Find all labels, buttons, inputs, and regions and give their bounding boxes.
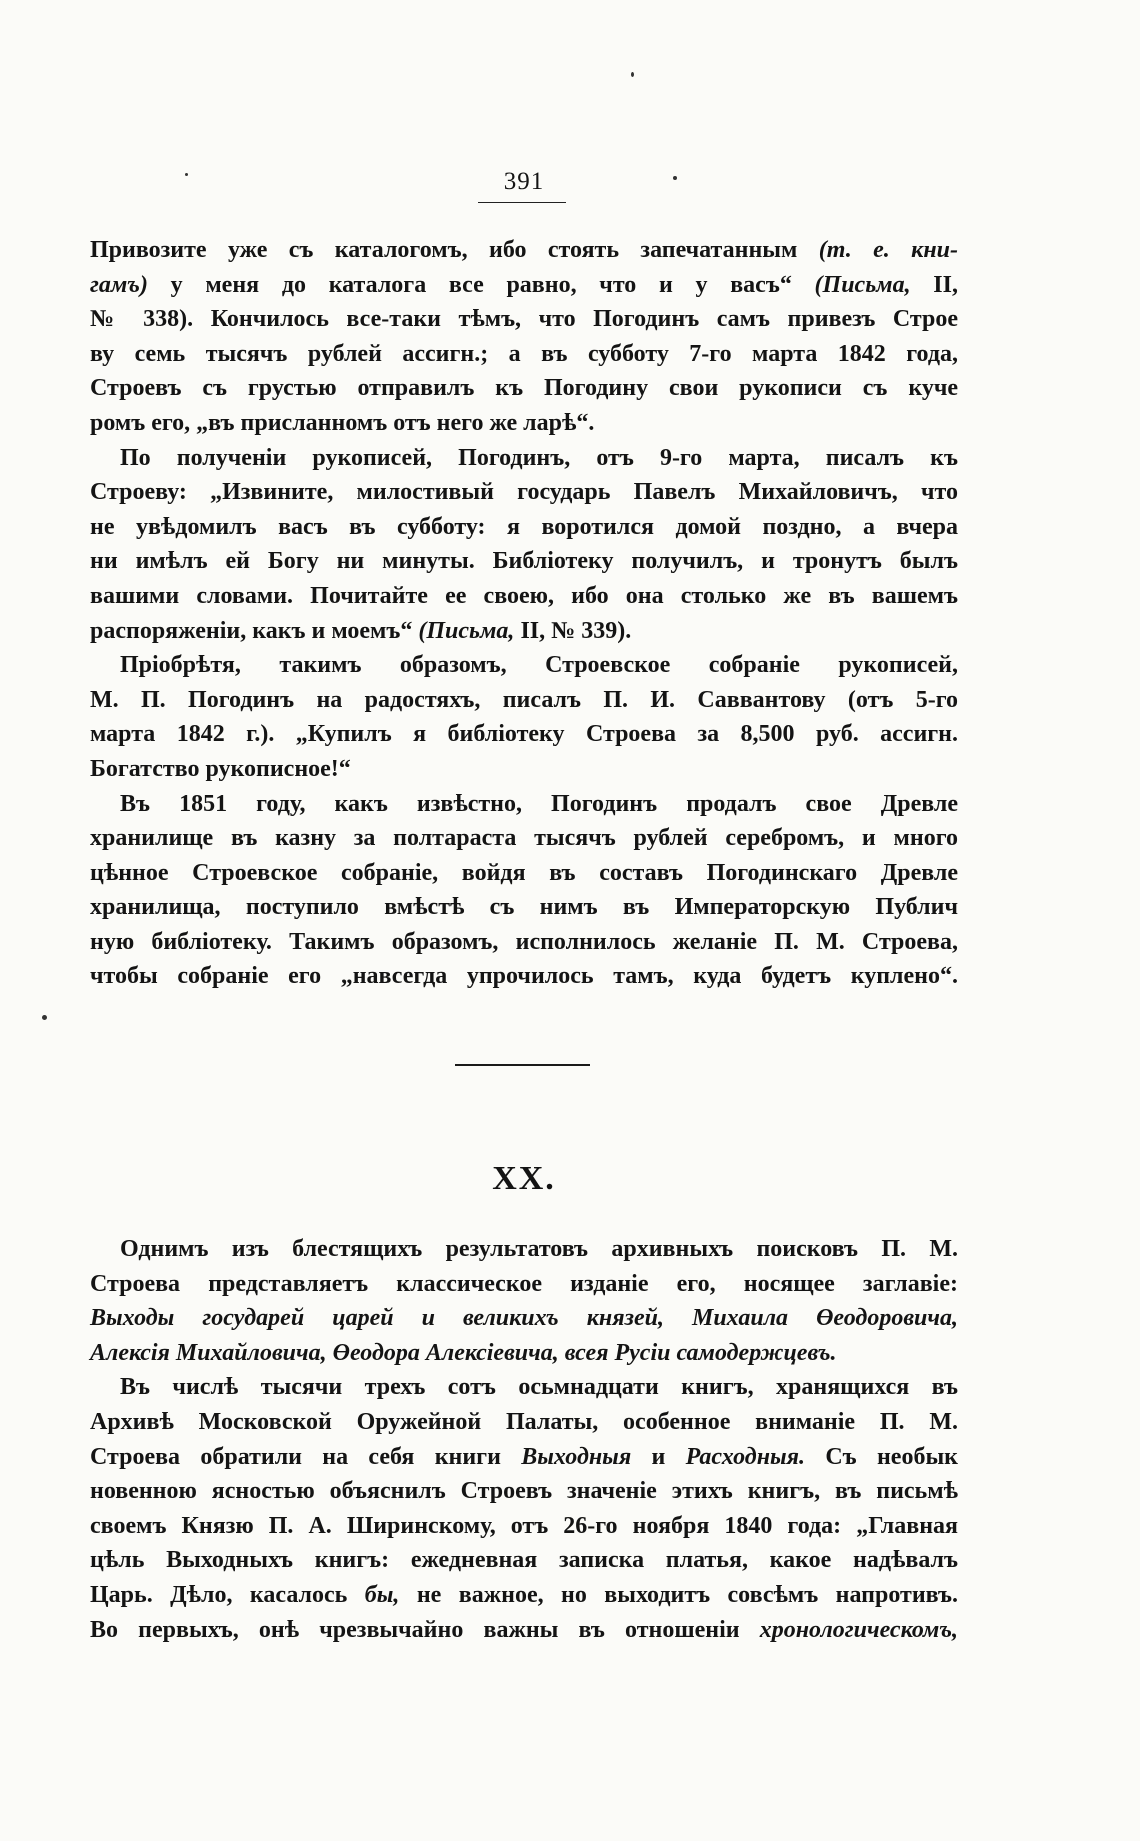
text-line: [90, 233, 958, 268]
paragraph: [90, 787, 958, 995]
text-line: М. П. Погодинъ на радостяхъ, писалъ П. И. Саввантову (отъ 5-го: [90, 686, 958, 713]
print-speck: [631, 72, 634, 77]
text-line: ни имѣлъ ей Богу ни минуты. Библіотеку получилъ, и тронутъ былъ: [90, 548, 958, 575]
text-run: Царь. Дѣло, касалось: [90, 1581, 365, 1608]
text-line: новенною ясностью объяснилъ Строевъ значеніе этихъ книгъ, въ письмѣ: [90, 1478, 958, 1505]
text-line: [90, 1440, 958, 1475]
text-line: Богатство рукописное!“: [90, 755, 351, 782]
print-speck: [42, 1015, 47, 1020]
italic-text: (Письма,: [814, 271, 911, 298]
text-run: Привозите уже съ каталогомъ, ибо стоять запечатанным: [90, 237, 819, 263]
text-line: [90, 268, 958, 303]
text-line: марта 1842 г.). „Купилъ я библіотеку Строева за 8,500 руб. ассигн.: [90, 721, 958, 748]
italic-text: (Письма,: [418, 617, 515, 644]
italic-line: Выходы государей царей и великихъ князей, Михаила Өеодоровича,: [90, 1305, 958, 1332]
text-run: не важное, но выходитъ совсѣмъ напротивъ.: [399, 1581, 958, 1608]
section-heading: XX.: [492, 1160, 556, 1197]
paragraph: [90, 1232, 958, 1370]
text-line: Въ 1851 году, какъ извѣстно, Погодинъ продалъ свое Древле: [120, 790, 958, 817]
paragraph: [90, 233, 958, 441]
text-line: ву семь тысячъ рублей ассигн.; а въ субботу 7-го марта 1842 года,: [90, 340, 958, 367]
text-line: Строеву: „Извините, милостивый государь Павелъ Михайловичъ, что: [90, 479, 958, 506]
text-line: Архивѣ Московской Оружейной Палаты, особенное вниманіе П. М.: [90, 1408, 958, 1435]
text-block-before-section: [90, 233, 958, 994]
italic-text: бы,: [364, 1581, 400, 1608]
text-line: Строевъ съ грустью отправилъ къ Погодину свои рукописи съ куче: [90, 375, 958, 402]
italic-text: гамъ): [90, 271, 148, 298]
text-line: своемъ Князю П. А. Ширинскому, отъ 26-го ноября 1840 года: „Главная: [90, 1512, 958, 1539]
page-number: 391: [503, 168, 545, 195]
print-speck: [673, 176, 677, 180]
print-speck: [185, 173, 188, 176]
italic-text: хронологическомъ,: [759, 1616, 958, 1643]
text-line: цѣнное Строевское собраніе, войдя въ составъ Погодинскаго Древле: [90, 859, 958, 886]
text-line: № 338). Кончилось все-таки тѣмъ, что Погодинъ самъ привезъ Строе: [90, 306, 958, 333]
text-run: Строева обратили на себя книги: [90, 1443, 522, 1470]
text-line: По полученіи рукописей, Погодинъ, отъ 9-го марта, писалъ къ: [120, 444, 958, 471]
italic-text: Расходныя.: [685, 1443, 806, 1470]
text-run: II,: [910, 271, 958, 298]
text-line: Въ числѣ тысячи трехъ сотъ осьмнадцати книгъ, хранящихся въ: [120, 1374, 958, 1401]
text-line: Однимъ изъ блестящихъ результатовъ архивныхъ поисковъ П. М.: [120, 1236, 958, 1262]
italic-text: (т. е. кни-: [818, 237, 959, 263]
text-line: не увѣдомилъ васъ въ субботу: я воротился домой поздно, а вчера: [90, 513, 958, 540]
text-run: распоряженіи, какъ и моемъ“: [90, 617, 419, 644]
text-line: Строева представляетъ классическое изданіе его, носящее заглавіе:: [90, 1270, 958, 1297]
text-block-after-section: [90, 1232, 958, 1647]
paragraph: [90, 441, 958, 649]
text-line: ромъ его, „въ присланномъ отъ него же ларѣ“.: [90, 409, 595, 436]
text-run: Во первыхъ, онѣ чрезвычайно важны въ отношеніи: [90, 1616, 760, 1643]
text-run: II, № 339).: [514, 617, 632, 644]
text-line: [90, 1578, 958, 1613]
paragraph: [90, 648, 958, 786]
page-number-rule: [478, 202, 566, 203]
text-run: и: [631, 1443, 686, 1470]
text-line: чтобы собраніе его „навсегда упрочилось тамъ, куда будетъ куплено“.: [90, 963, 958, 990]
text-run: Съ необык: [805, 1443, 959, 1470]
paragraph: [90, 1370, 958, 1647]
text-line: хранилище въ казну за полтараста тысячъ рублей серебромъ, и много: [90, 825, 958, 852]
text-line: цѣль Выходныхъ книгъ: ежедневная записка платья, какое надѣвалъ: [90, 1547, 958, 1574]
italic-line: Алексія Михайловича, Өеодора Алексіевича, всея Русіи самодержцевъ.: [90, 1339, 837, 1366]
text-line: Пріобрѣтя, такимъ образомъ, Строевское собраніе рукописей,: [120, 652, 958, 679]
text-run: у меня до каталога все равно, что и у васъ“: [147, 271, 815, 298]
text-line: ную библіотеку. Такимъ образомъ, исполнилось желаніе П. М. Строева,: [90, 928, 958, 955]
italic-text: Выходныя: [521, 1443, 632, 1470]
text-line: [90, 614, 958, 649]
text-line: вашими словами. Почитайте ее своею, ибо она столько же въ вашемъ: [90, 582, 958, 609]
text-line: [90, 1613, 958, 1648]
section-divider: [455, 1064, 590, 1066]
text-line: хранилища, поступило вмѣстѣ съ нимъ въ Императорскую Публич: [90, 894, 958, 921]
